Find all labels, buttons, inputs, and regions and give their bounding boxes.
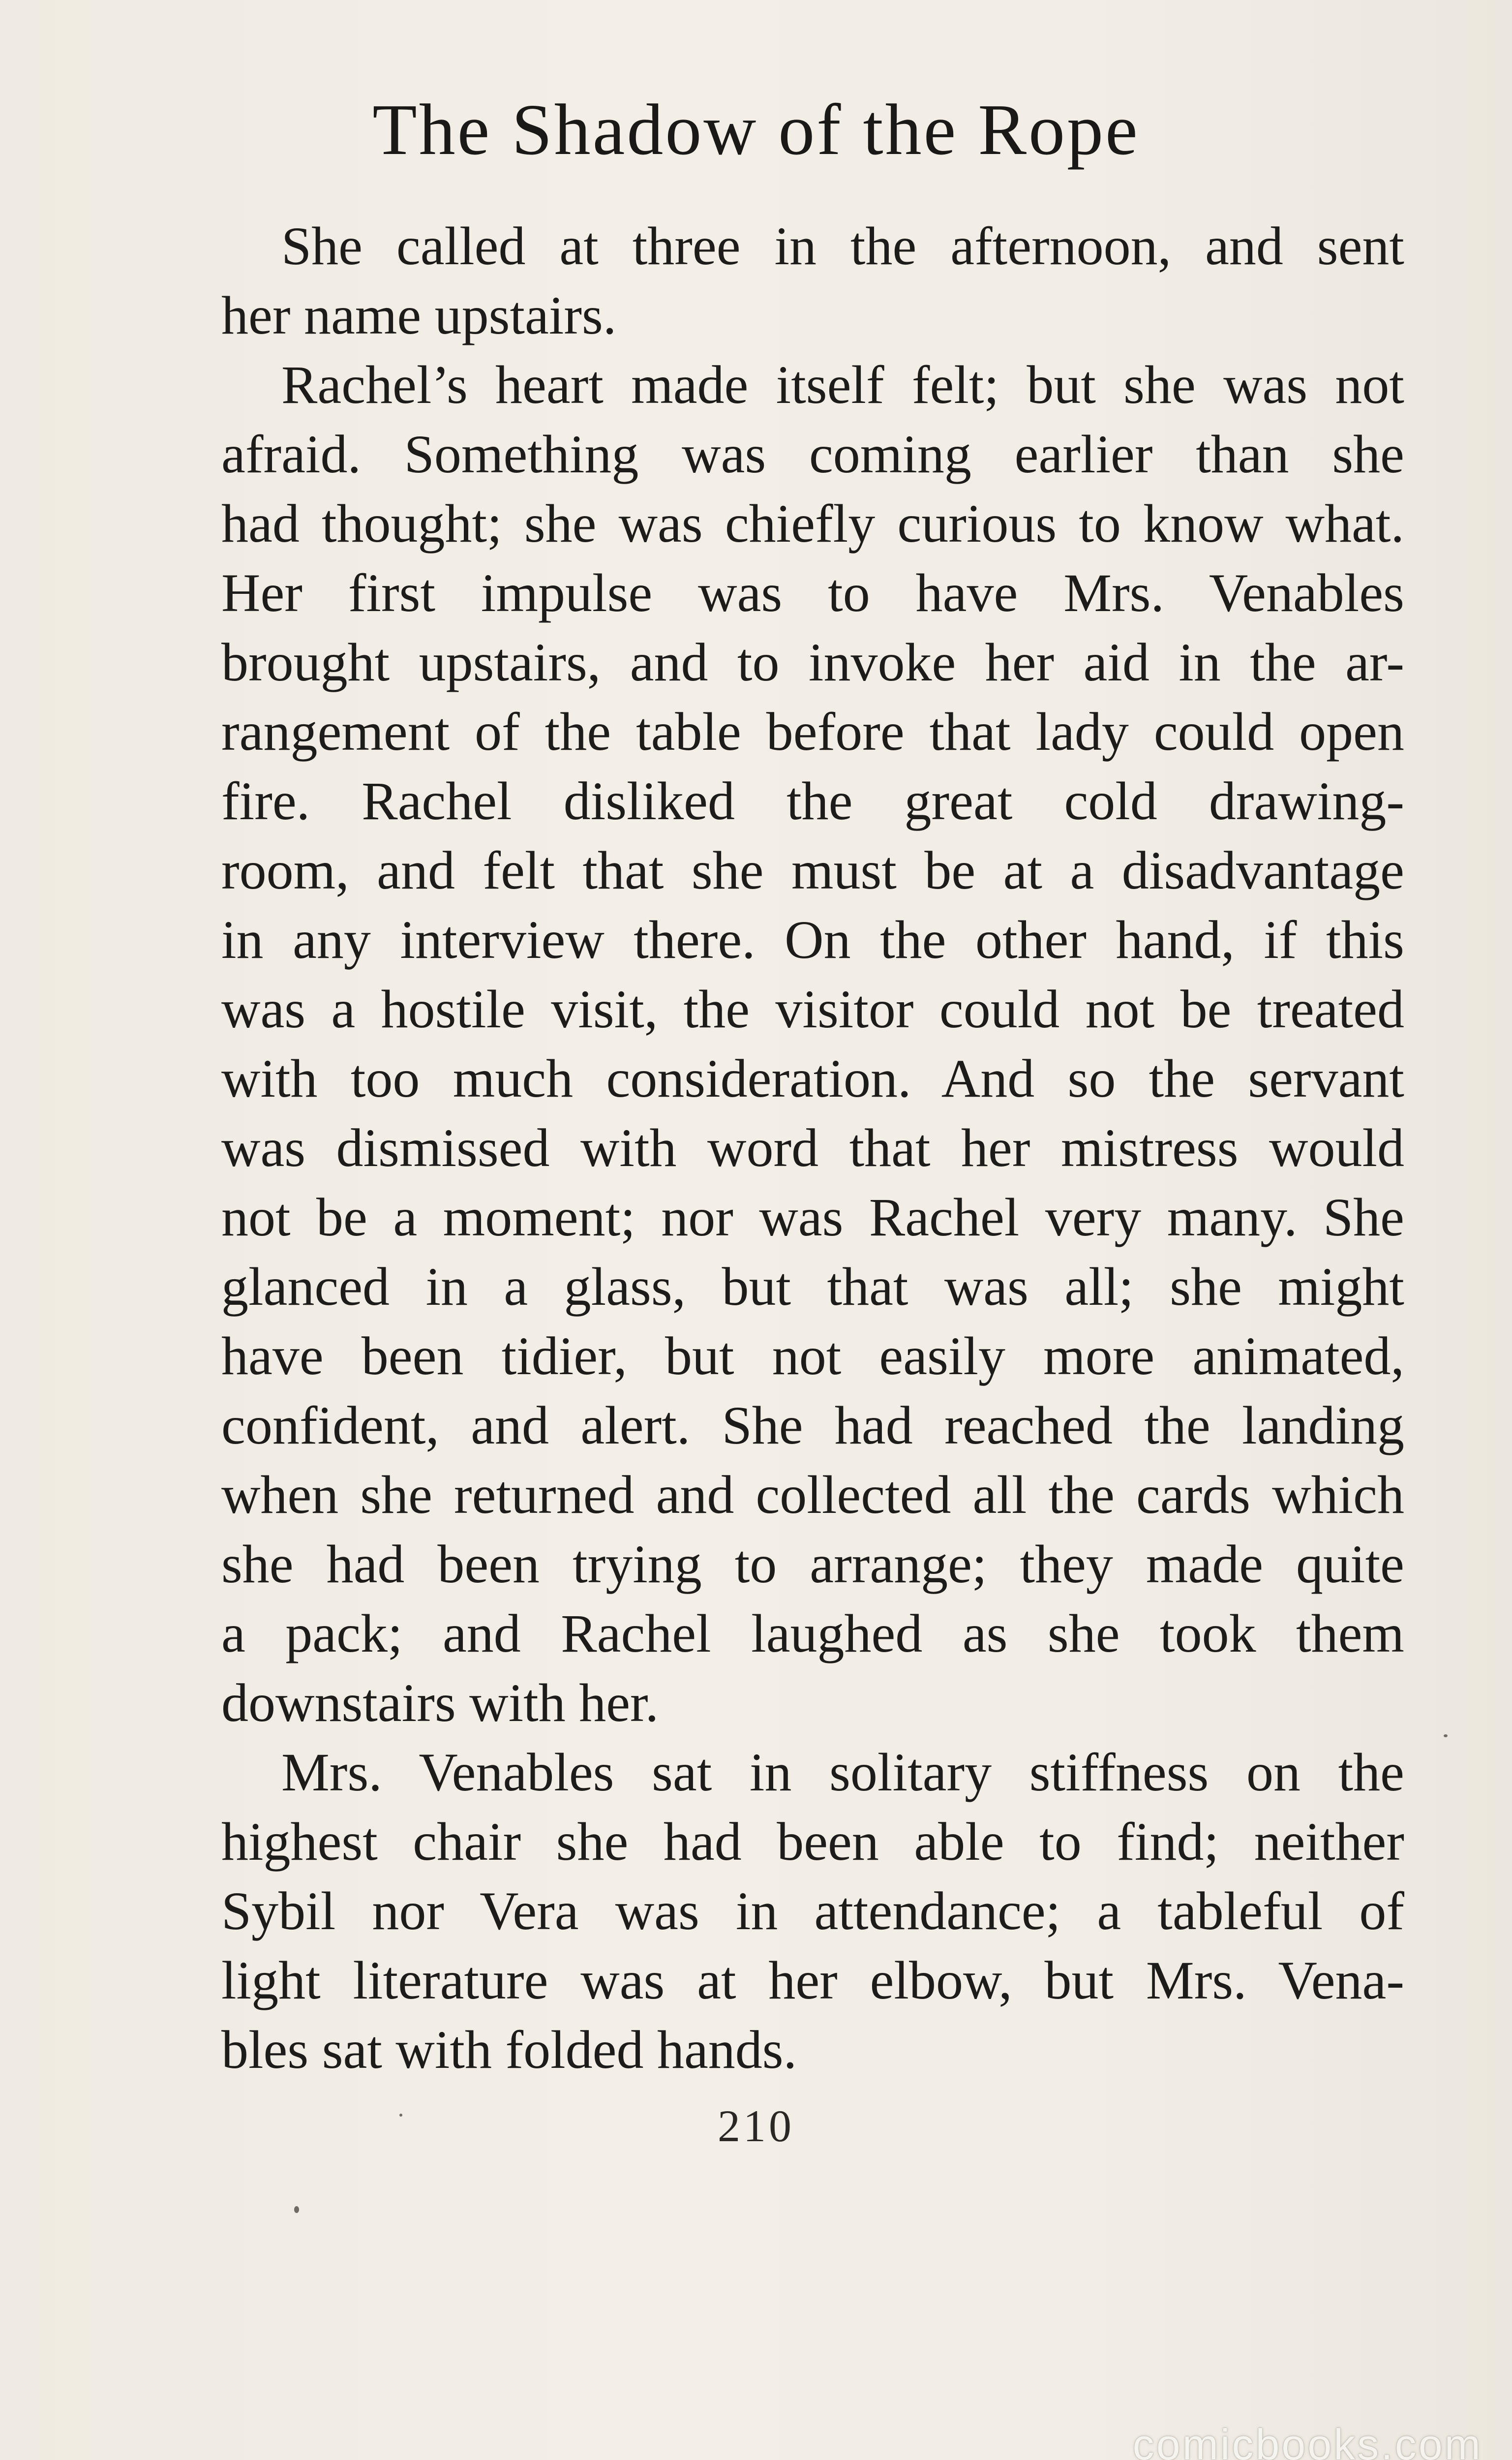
paper-speck: [1444, 1734, 1448, 1737]
text-line: light literature was at her elbow, but Mrs. Vena-: [221, 1950, 1404, 2010]
page-number: 210: [718, 2101, 794, 2151]
paragraph-1: [221, 212, 1404, 350]
text-line: She called at three in the afternoon, and sent: [281, 216, 1404, 276]
text-line: Her first impulse was to have Mrs. Venables: [221, 563, 1404, 623]
text-line: had thought; she was chiefly curious to know what.: [221, 493, 1404, 554]
text-line: brought upstairs, and to invoke her aid in the ar-: [221, 632, 1404, 692]
text-line: fire. Rachel disliked the great cold drawing-: [221, 771, 1404, 831]
text-line: not be a moment; nor was Rachel very many. She: [221, 1187, 1404, 1247]
text-line: in any interview there. On the other hand, if this: [221, 910, 1404, 970]
text-line: afraid. Something was coming earlier than she: [221, 424, 1404, 484]
running-head: The Shadow of the Rope: [372, 90, 1140, 170]
text-line: when she returned and collected all the cards which: [221, 1465, 1404, 1525]
text-line: was dismissed with word that her mistress would: [221, 1118, 1404, 1178]
text-line: her name upstairs.: [221, 285, 617, 345]
text-line: bles sat with folded hands.: [221, 2020, 797, 2080]
text-line: rangement of the table before that lady could open: [221, 702, 1404, 762]
text-line: confident, and alert. She had reached the landing: [221, 1395, 1404, 1455]
paper-speck: [399, 2114, 402, 2117]
text-line: highest chair she had been able to find; neither: [221, 1812, 1404, 1872]
text-line: downstairs with her.: [221, 1673, 659, 1733]
text-line: a pack; and Rachel laughed as she took them: [221, 1603, 1404, 1663]
text-line: Mrs. Venables sat in solitary stiffness on the: [281, 1742, 1404, 1802]
paragraph-3: [221, 1738, 1404, 2085]
text-line: room, and felt that she must be at a disadvantage: [221, 840, 1404, 900]
body-text: [221, 212, 1404, 2085]
text-line: Rachel’s heart made itself felt; but she was not: [281, 355, 1404, 415]
text-line: she had been trying to arrange; they made quite: [221, 1534, 1404, 1594]
text-line: have been tidier, but not easily more animated,: [221, 1326, 1404, 1386]
text-line: glanced in a glass, but that was all; she might: [221, 1257, 1404, 1317]
watermark: comicbooks.com: [1132, 2420, 1482, 2460]
paper-speck: [294, 2206, 299, 2213]
text-line: Sybil nor Vera was in attendance; a tableful of: [221, 1881, 1404, 1941]
text-line: was a hostile visit, the visitor could not be treated: [221, 979, 1404, 1039]
text-line: with too much consideration. And so the servant: [221, 1048, 1404, 1108]
paragraph-2: [221, 350, 1404, 1738]
